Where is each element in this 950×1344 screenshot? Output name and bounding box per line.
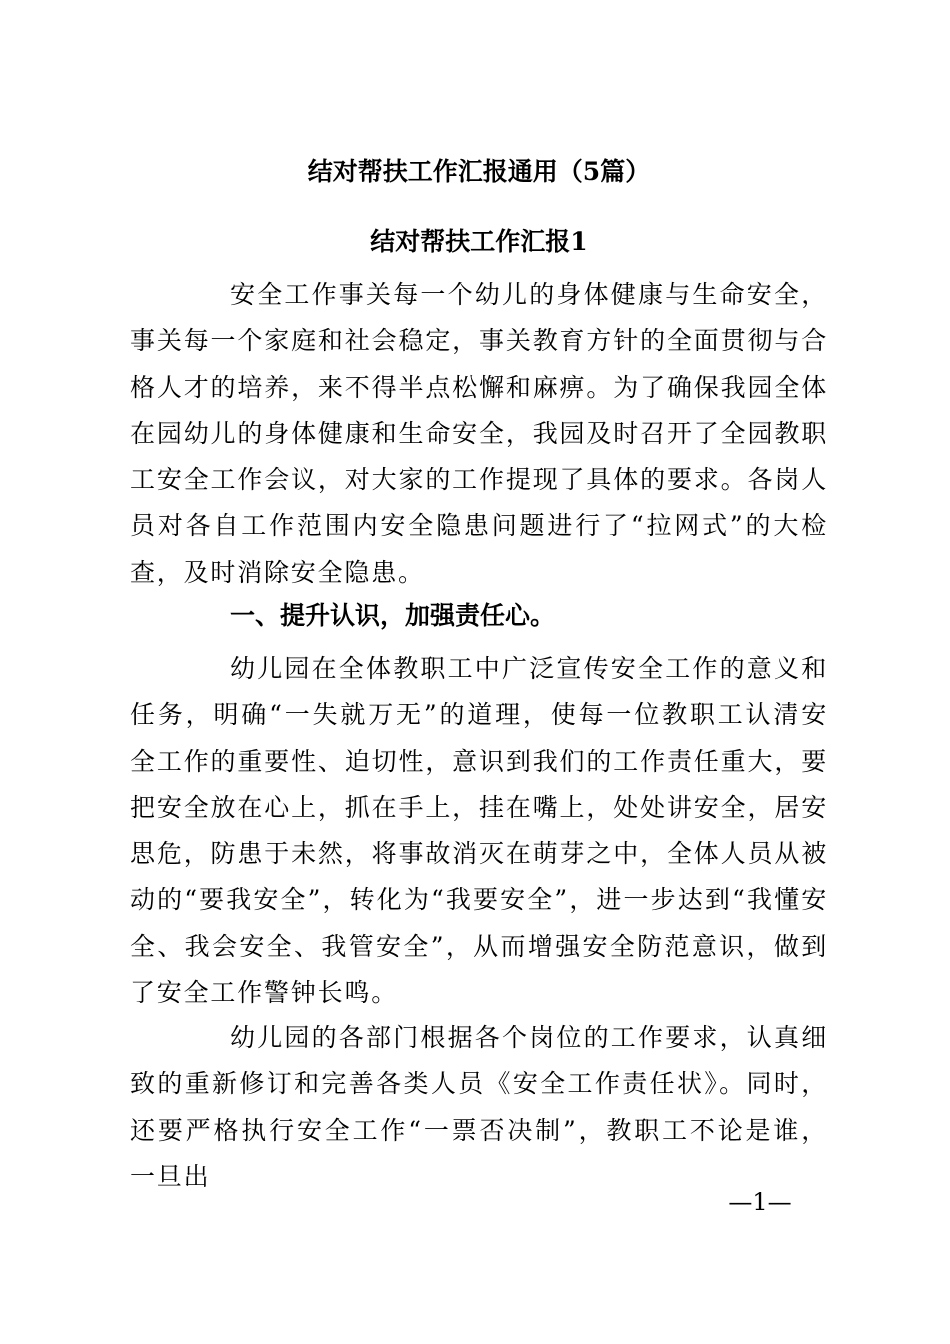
- body-paragraph-3: 幼儿园的各部门根据各个岗位的工作要求，认真细致的重新修订和完善各类人员《安全工作责任状》。同时，还要严格执行安全工作“一票否决制”，教职工不论是谁，一旦出: [130, 1023, 828, 1191]
- document-subtitle: 结对帮扶工作汇报1: [370, 227, 588, 256]
- document-title: 结对帮扶工作汇报通用（5篇）: [307, 157, 651, 186]
- body-paragraph-2: 幼儿园在全体教职工中广泛宣传安全工作的意义和任务，明确“一失就万无”的道理，使每一位教职工认清安全工作的重要性、迫切性，意识到我们的工作责任重大，要把安全放在心上，抓在手上，挂在嘴上，处处讲安全，居安思危，防患于未然，将事故消灭在萌芽之中，全体人员从被动的“要我安全”，转化为“我要安全”，进一步达到“我懂安全、我会安全、我管安全”，从而增强安全防范意识，做到了安全工作警钟长鸣。: [130, 654, 828, 1008]
- page-number: —1—: [728, 1188, 792, 1216]
- section-heading-1: 一、提升认识，加强责任心。: [230, 601, 556, 630]
- body-paragraph-1: 安全工作事关每一个幼儿的身体健康与生命安全，事关每一个家庭和社会稳定，事关教育方针的全面贯彻与合格人才的培养，来不得半点松懈和麻痹。为了确保我园全体在园幼儿的身体健康和生命安全，我园及时召开了全园教职工安全工作会议，对大家的工作提现了具体的要求。各岗人员对各自工作范围内安全隐患问题进行了“拉网式”的大检查，及时消除安全隐患。: [130, 280, 828, 587]
